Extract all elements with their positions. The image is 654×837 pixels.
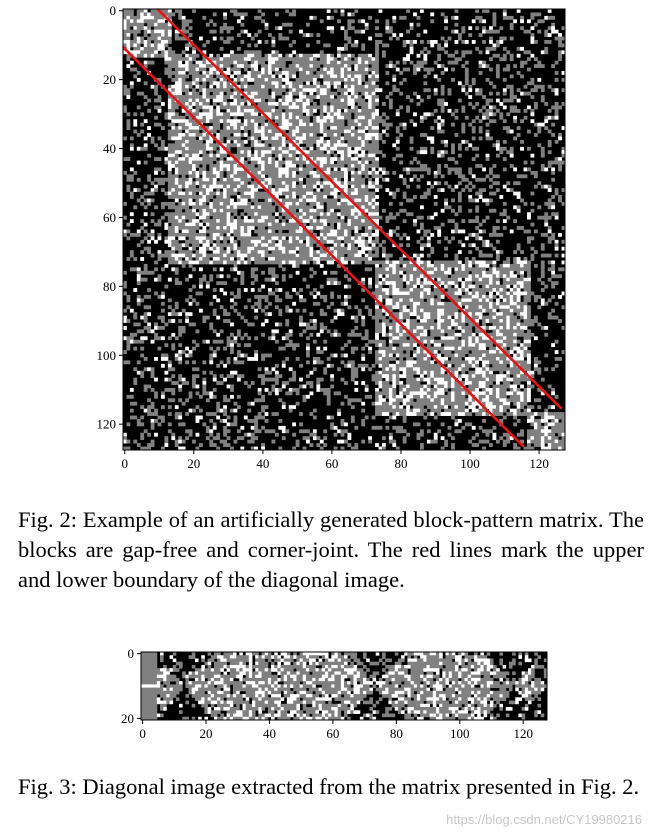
x-tick-label: 20: [199, 726, 213, 741]
y-tick-label: 40: [103, 141, 116, 157]
x-tick-label: 40: [262, 726, 276, 741]
x-tick-label: 60: [326, 726, 340, 741]
figure-2-caption: Fig. 2: Example of an artificially generated block-pattern matrix. The blocks are gap-free and corner-joint. The red lines mark the upper and lower boundary of the diagonal image.: [18, 507, 644, 592]
x-tick-label: 80: [394, 456, 408, 470]
x-tick-label: 100: [460, 456, 480, 470]
y-tick-label: 60: [103, 209, 116, 225]
watermark: https://blog.csdn.net/CY19980216: [446, 812, 642, 827]
y-tick-label: 0: [109, 3, 116, 19]
x-tick-label: 20: [187, 456, 201, 470]
x-tick-label: 100: [450, 726, 470, 741]
y-tick-label: 0: [127, 646, 134, 662]
figure-3-caption: Fig. 3: Diagonal image extracted from the matrix presented in Fig. 2.: [18, 774, 640, 799]
y-tick-label: 100: [96, 347, 116, 363]
x-tick-label: 0: [121, 456, 128, 470]
x-tick-label: 80: [389, 726, 403, 741]
x-tick-label: 0: [139, 726, 146, 741]
y-tick-label: 20: [121, 710, 134, 726]
matrix-heatmap: [123, 9, 565, 450]
y-tick-label: 120: [96, 416, 116, 432]
x-tick-label: 40: [256, 456, 270, 470]
y-tick-label: 80: [103, 278, 116, 294]
figure-3-diagonal-chart: [0, 640, 654, 750]
x-tick-label: 60: [325, 456, 339, 470]
x-tick-label: 120: [513, 726, 533, 741]
y-tick-label: 20: [103, 72, 116, 88]
x-tick-label: 120: [529, 456, 549, 470]
diagonal-heatmap: [141, 652, 547, 720]
